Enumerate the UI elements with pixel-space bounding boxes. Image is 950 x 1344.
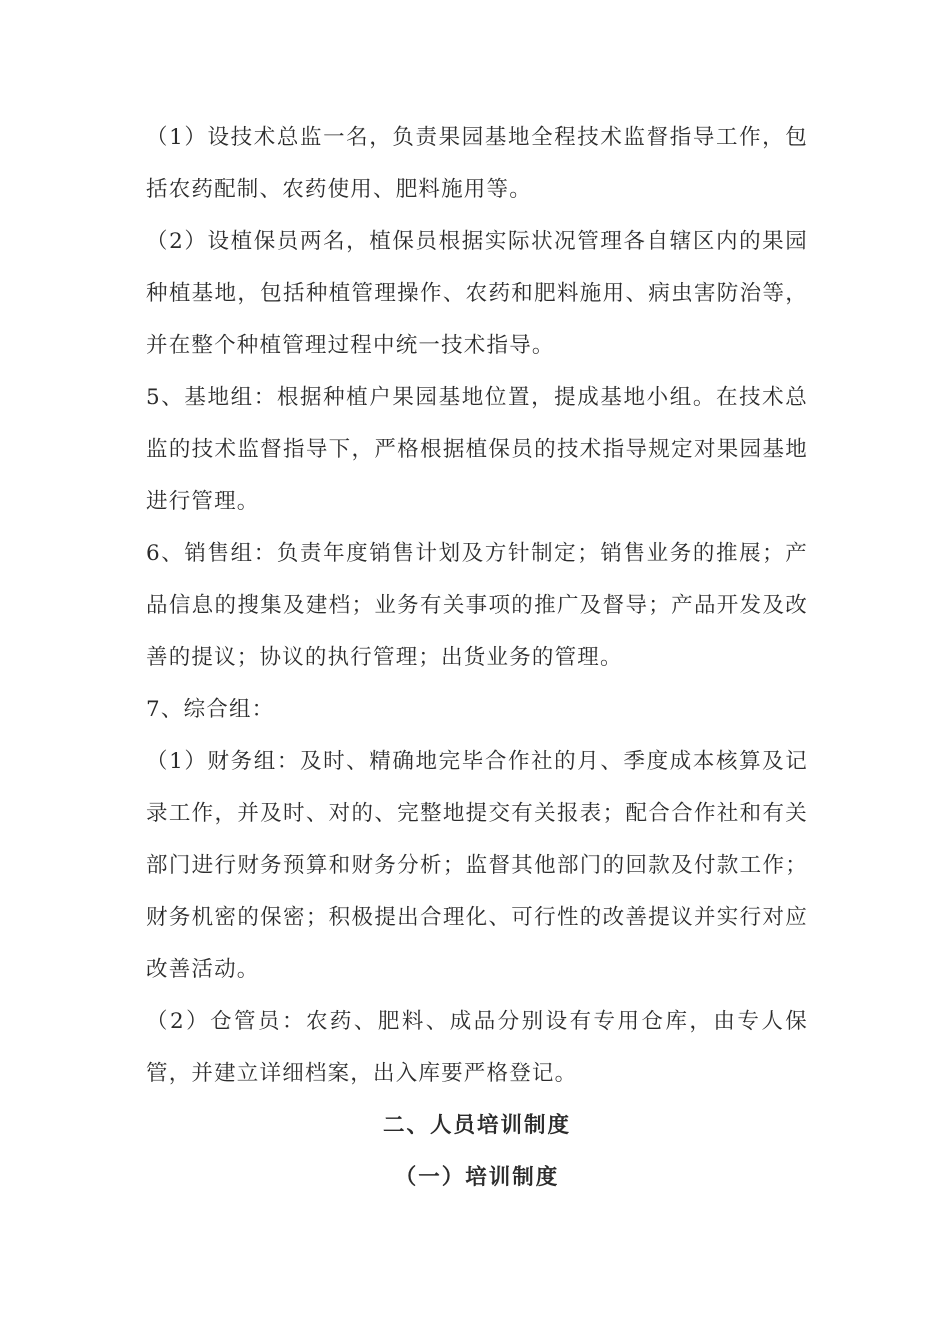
- paragraph-sales-group: 6、销售组：负责年度销售计划及方针制定；销售业务的推展；产品信息的搜集及建档；业务有关事项的推广及督导；产品开发及改善的提议；协议的执行管理；出货业务的管理。: [146, 541, 808, 670]
- paragraph-technical-director: （1）设技术总监一名，负责果园基地全程技术监督指导工作，包括农药配制、农药使用、肥料施用等。: [146, 125, 808, 202]
- paragraph-finance-group: （1）财务组：及时、精确地完毕合作社的月、季度成本核算及记录工作，并及时、对的、完整地提交有关报表；配合合作社和有关部门进行财务预算和财务分析；监督其他部门的回款及付款工作；财务机密的保密；积极提出合理化、可行性的改善提议并实行对应改善活动。: [146, 749, 808, 982]
- document-body: [146, 112, 808, 1204]
- subsection-heading: （一）培训制度: [394, 1165, 560, 1190]
- paragraph-general-group: 7、综合组：: [146, 697, 275, 722]
- section-heading: 二、人员培训制度: [382, 1113, 571, 1138]
- paragraph-warehouse-keeper: （2）仓管员：农药、肥料、成品分别设有专用仓库，由专人保管，并建立详细档案，出入库要严格登记。: [146, 1009, 808, 1086]
- paragraph-plant-protection: （2）设植保员两名，植保员根据实际状况管理各自辖区内的果园种植基地，包括种植管理操作、农药和肥料施用、病虫害防治等，并在整个种植管理过程中统一技术指导。: [146, 229, 808, 358]
- paragraph-base-group: 5、基地组：根据种植户果园基地位置，提成基地小组。在技术总监的技术监督指导下，严格根据植保员的技术指导规定对果园基地进行管理。: [146, 385, 808, 514]
